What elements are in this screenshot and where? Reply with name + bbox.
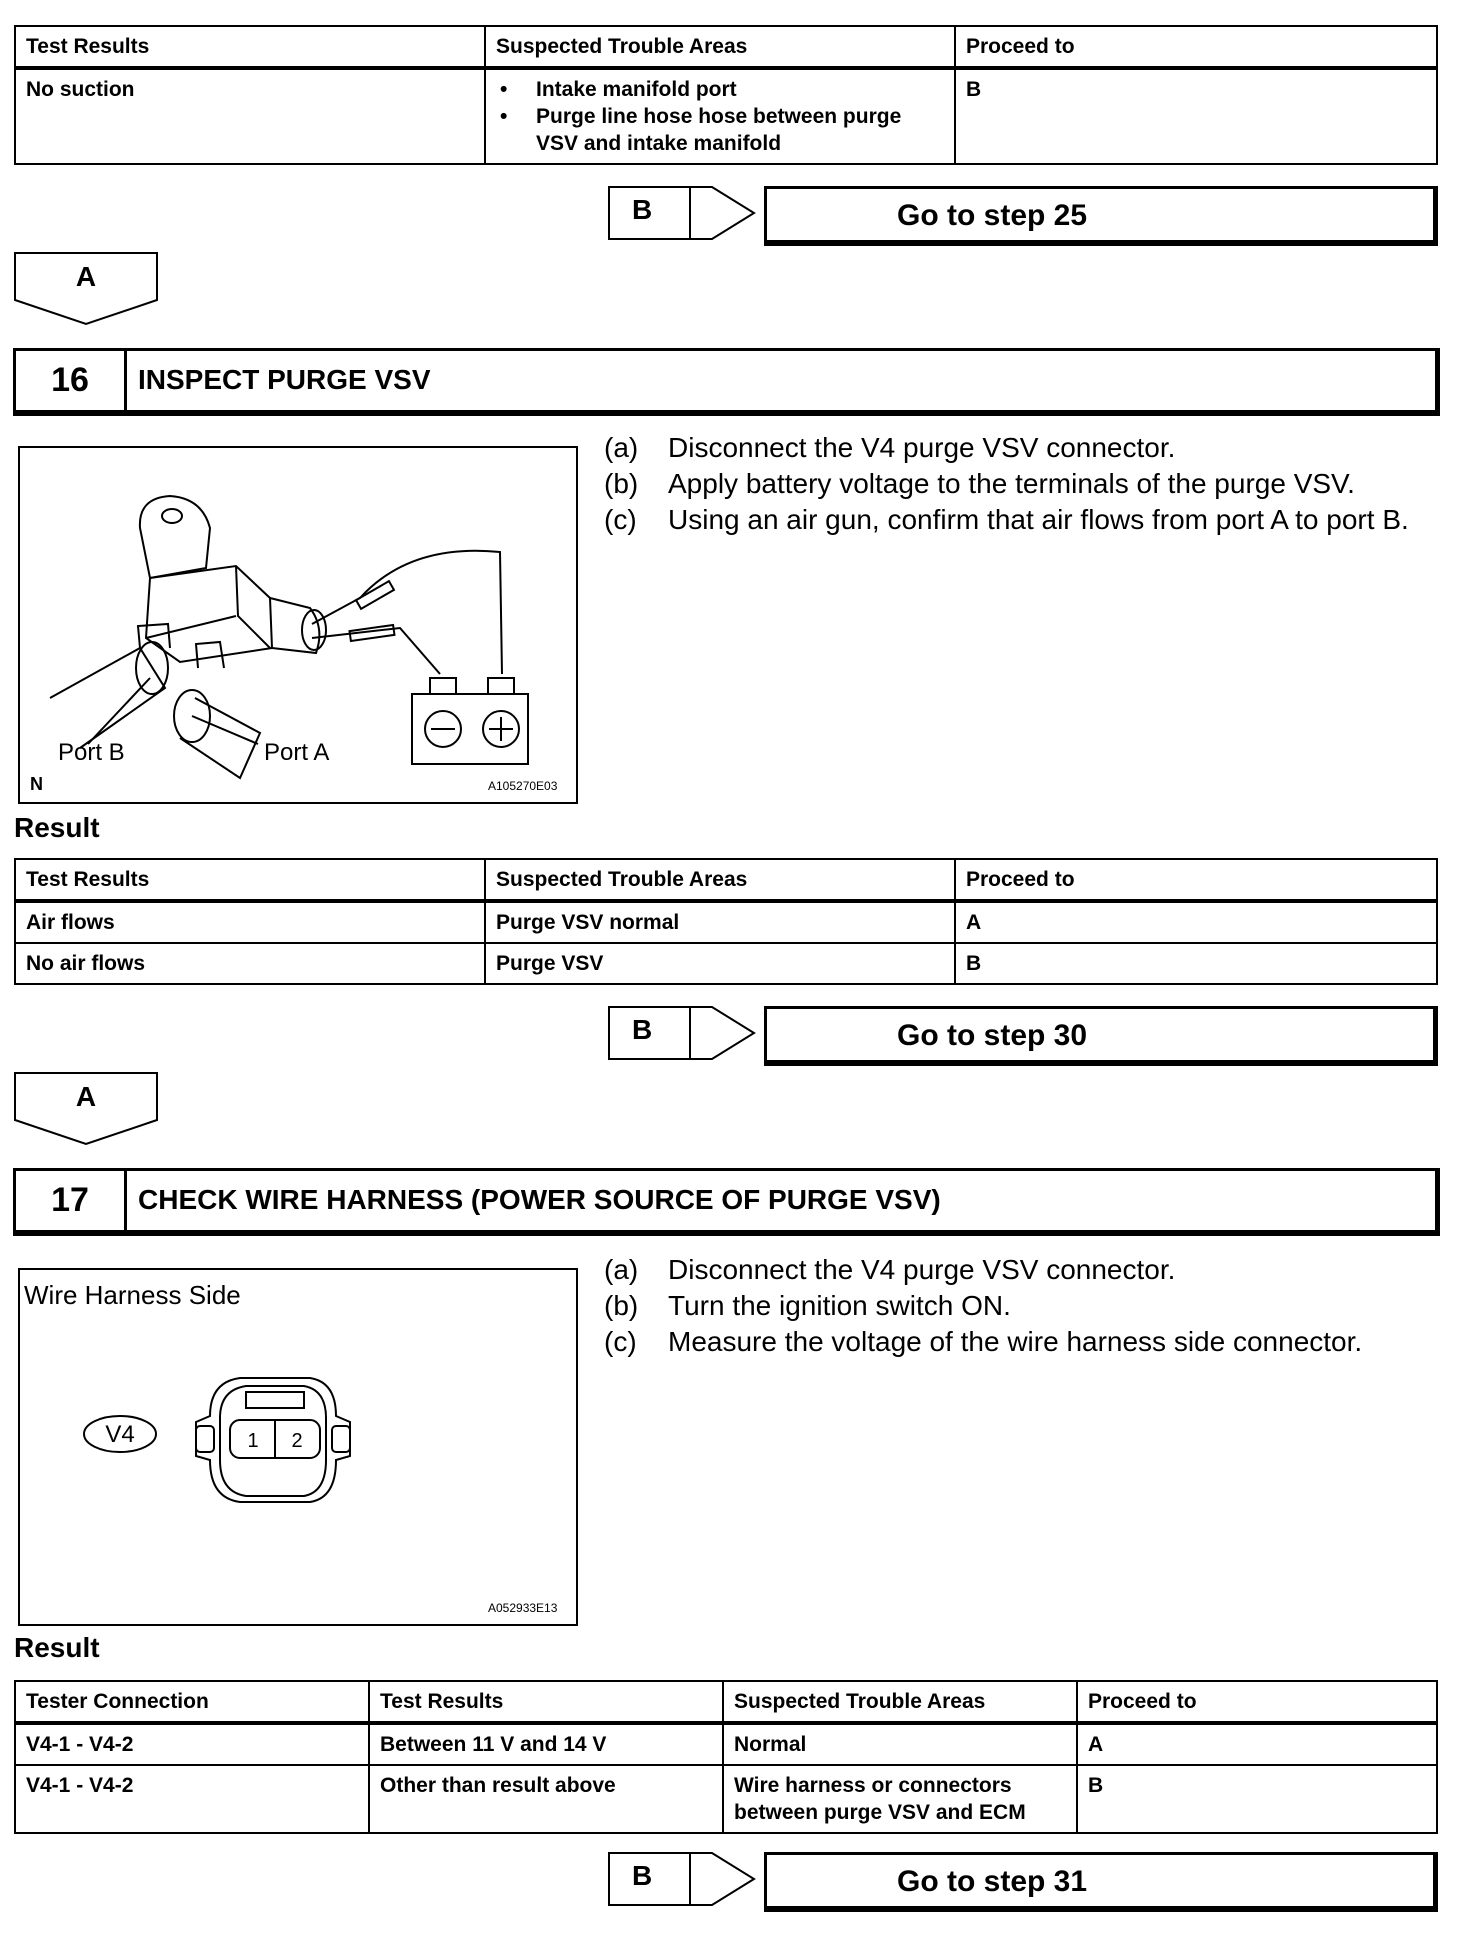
header-cell: Suspected Trouble Areas xyxy=(723,1681,1077,1723)
proceed-cell: B xyxy=(955,68,1437,164)
header-cell: Test Results xyxy=(15,26,485,68)
table-cell: B xyxy=(1077,1765,1437,1833)
table-cell: B xyxy=(955,943,1437,984)
figure-code: A052933E13 xyxy=(488,1601,558,1615)
table-cell: V4-1 - V4-2 xyxy=(15,1723,369,1765)
table-cell: Air flows xyxy=(15,901,485,943)
step-16-result-table xyxy=(14,858,1438,985)
instruction-item xyxy=(604,430,1438,466)
header-cell: Suspected Trouble Areas xyxy=(485,26,955,68)
header-cell: Proceed to xyxy=(955,859,1437,901)
branch-b-step-30[interactable] xyxy=(608,1006,1438,1072)
list-item: • Intake manifold port xyxy=(536,76,944,103)
purge-vsv-illustration xyxy=(20,448,576,802)
instruction-item xyxy=(604,1252,1438,1288)
table-cell: Normal xyxy=(723,1723,1077,1765)
result-heading: Result xyxy=(14,812,100,843)
step-17-instructions xyxy=(604,1252,1438,1360)
step-16-instructions xyxy=(604,430,1438,538)
result-heading: Result xyxy=(14,1632,100,1663)
table-row xyxy=(15,1765,1437,1833)
table-cell: A xyxy=(1077,1723,1437,1765)
step-number: 17 xyxy=(16,1171,127,1230)
table-header-row xyxy=(15,1681,1437,1723)
step-17-header xyxy=(13,1168,1440,1236)
wire-harness-side-label: Wire Harness Side xyxy=(24,1280,241,1310)
instruction-letter: (a) xyxy=(604,432,639,463)
table-row xyxy=(15,901,1437,943)
connector-id-label: V4 xyxy=(105,1421,135,1448)
branch-b-label: B xyxy=(608,1852,691,1906)
table-header-row xyxy=(15,26,1437,68)
list-item: • Purge line hose hose between purge VSV and intake manifold xyxy=(536,103,944,157)
step-number: 16 xyxy=(16,351,127,410)
header-cell: Proceed to xyxy=(955,26,1437,68)
figure-code: A105270E03 xyxy=(488,779,558,793)
header-cell: Tester Connection xyxy=(15,1681,369,1723)
table-cell: Purge VSV xyxy=(485,943,955,984)
instruction-text: Disconnect the V4 purge VSV connector. xyxy=(668,432,1176,463)
instruction-item xyxy=(604,1288,1438,1324)
pin-1-label: 1 xyxy=(247,1430,259,1452)
branch-b-step-25[interactable] xyxy=(608,186,1438,252)
purge-vsv-figure xyxy=(18,446,578,804)
branch-b-label: B xyxy=(608,186,691,240)
arrow-right-icon xyxy=(688,1852,758,1912)
table-cell: No air flows xyxy=(15,943,485,984)
figure-corner-mark: N xyxy=(30,774,43,794)
table-cell: A xyxy=(955,901,1437,943)
goto-step-button[interactable]: Go to step 31 xyxy=(764,1852,1438,1912)
instruction-text: Apply battery voltage to the terminals of the purge VSV. xyxy=(668,468,1355,499)
instruction-text: Using an air gun, confirm that air flows from port A to port B. xyxy=(668,504,1409,535)
branch-b-label: B xyxy=(608,1006,691,1060)
branch-a-arrow xyxy=(14,252,160,331)
instruction-item xyxy=(604,1324,1438,1360)
goto-step-button[interactable]: Go to step 30 xyxy=(764,1006,1438,1066)
table-cell: Between 11 V and 14 V xyxy=(369,1723,723,1765)
trouble-areas-cell xyxy=(485,68,955,164)
instruction-item xyxy=(604,466,1438,502)
instruction-letter: (c) xyxy=(604,1326,637,1357)
instruction-letter: (b) xyxy=(604,1290,639,1321)
pin-2-label: 2 xyxy=(291,1430,303,1452)
instruction-text: Measure the voltage of the wire harness side connector. xyxy=(668,1326,1363,1357)
branch-b-step-31[interactable] xyxy=(608,1852,1438,1918)
table-cell: Purge VSV normal xyxy=(485,901,955,943)
instruction-text: Disconnect the V4 purge VSV connector. xyxy=(668,1254,1176,1285)
instruction-text: Turn the ignition switch ON. xyxy=(668,1290,1011,1321)
step-17-result-table xyxy=(14,1680,1438,1834)
table-cell: Other than result above xyxy=(369,1765,723,1833)
wire-harness-figure xyxy=(18,1268,578,1626)
table-row xyxy=(15,943,1437,984)
table-cell: V4-1 - V4-2 xyxy=(15,1765,369,1833)
goto-step-button[interactable]: Go to step 25 xyxy=(764,186,1438,246)
table-header-row xyxy=(15,859,1437,901)
branch-a-arrow xyxy=(14,1072,160,1151)
header-cell: Suspected Trouble Areas xyxy=(485,859,955,901)
step-16-header xyxy=(13,348,1440,416)
branch-a-label: A xyxy=(75,1081,97,1112)
table-row xyxy=(15,1723,1437,1765)
header-cell: Test Results xyxy=(369,1681,723,1723)
table-cell: Wire harness or connectors between purge VSV and ECM xyxy=(723,1765,1077,1833)
arrow-right-icon xyxy=(688,186,758,246)
port-b-label: Port B xyxy=(58,739,125,766)
step-title: INSPECT PURGE VSV xyxy=(138,364,431,395)
top-result-table xyxy=(14,25,1438,165)
branch-a-label: A xyxy=(75,261,97,292)
test-result-cell: No suction xyxy=(15,68,485,164)
port-a-label: Port A xyxy=(264,739,330,766)
instruction-letter: (a) xyxy=(604,1254,639,1285)
header-cell: Proceed to xyxy=(1077,1681,1437,1723)
connector-illustration xyxy=(20,1270,576,1624)
header-cell: Test Results xyxy=(15,859,485,901)
step-title: CHECK WIRE HARNESS (POWER SOURCE OF PURGE VSV) xyxy=(138,1184,941,1215)
instruction-item xyxy=(604,502,1438,538)
table-row xyxy=(15,68,1437,164)
instruction-letter: (b) xyxy=(604,468,639,499)
arrow-right-icon xyxy=(688,1006,758,1066)
instruction-letter: (c) xyxy=(604,504,637,535)
